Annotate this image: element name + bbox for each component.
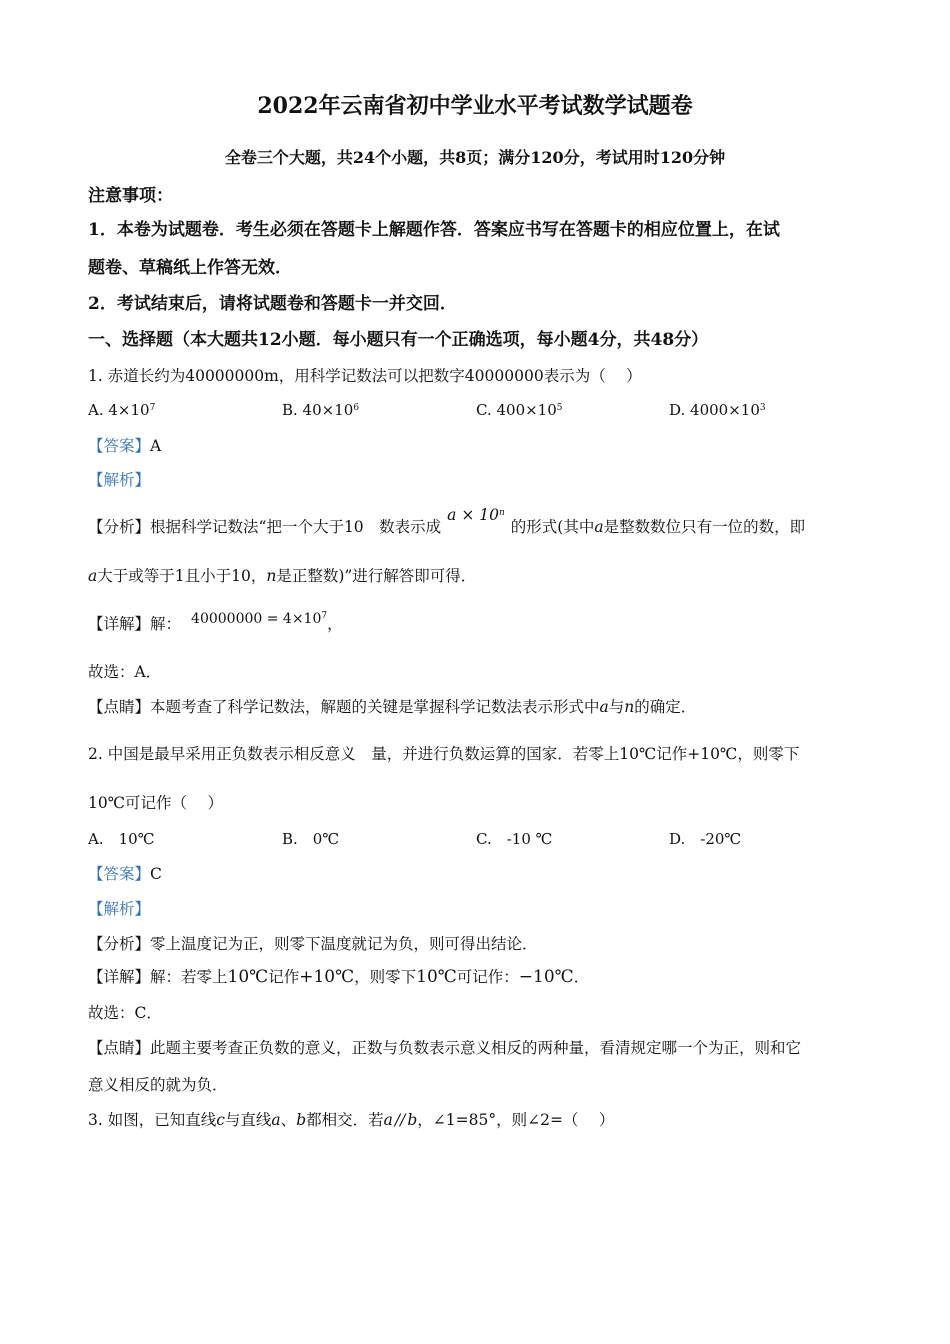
- answer-tag: 【答案】: [88, 437, 151, 455]
- q1-answer: 【答案】A: [88, 437, 162, 455]
- notice-item-1-line-1: 1．本卷为试题卷．考生必须在答题卡上解题作答．答案应书写在答题卡的相应位置上，在试: [88, 220, 780, 240]
- question-3-stem: 3. 如图，已知直线c与直线a、b都相交．若a // b，∠1=85°，则∠2=（ ）: [88, 1111, 615, 1129]
- q1-formula: $a \times 10^n$: [447, 506, 505, 524]
- q1-analysis-tag: 【解析】: [88, 471, 151, 489]
- q2-dianjing-line-1: 【点睛】此题主要考查正负数的意义，正数与负数表示意义相反的两种量，看清规定哪一个为正，则和它: [88, 1039, 802, 1057]
- q1-option-d: D. $4000\times 10^3$: [669, 401, 766, 419]
- q2-answer: 【答案】C: [88, 865, 162, 883]
- exam-subtitle: 全卷三个大题，共24个小题，共8页；满分120分，考试用时120分钟: [224, 148, 726, 167]
- q2-choose: 故选：C．: [88, 1004, 162, 1022]
- q1-fenxi-line-1: 【分析】根据科学记数法“把一个大于10 数表示成$a \times 10^n$的形式(其中a是整数数位只有一位的数，即: [88, 506, 806, 536]
- q2-option-c: C. -10 ℃: [476, 830, 553, 848]
- q1-option-c: C. $400\times 10^5$: [476, 401, 563, 419]
- q1-detail-equation: $40000000 = 4\times 10^7$: [191, 611, 328, 627]
- question-2-stem-line-2: 10℃可记作（ ）: [88, 794, 223, 812]
- q2-analysis-tag: 【解析】: [88, 900, 151, 918]
- q2-fenxi: 【分析】零上温度记为正，则零下温度就记为负，则可得出结论．: [88, 935, 538, 953]
- q1-choose: 故选：A．: [88, 663, 162, 681]
- q1-fenxi-line-2: a大于或等于1且小于10，n是正整数)”进行解答即可得．: [88, 567, 477, 585]
- q1-option-b: B. $40\times 10^6$: [282, 401, 360, 419]
- notice-item-1-line-2: 题卷、草稿纸上作答无效．: [88, 258, 292, 278]
- question-1-stem: 1. 赤道长约为40000000m，用科学记数法可以把数字40000000表示为（ ）: [88, 367, 642, 385]
- section-1-heading: 一、选择题（本大题共12小题．每小题只有一个正确选项，每小题4分，共48分）: [88, 330, 709, 350]
- q2-dianjing-line-2: 意义相反的就为负．: [88, 1076, 228, 1094]
- page-title: 2022年云南省初中学业水平考试数学试题卷: [257, 93, 693, 119]
- question-2-stem-line-1: 2. 中国是最早采用正负数表示相反意义 量，并进行负数运算的国家．若零上10℃记作+10℃，则零下: [88, 745, 800, 763]
- notice-item-2: 2．考试结束后，请将试题卷和答题卡一并交回．: [88, 294, 457, 314]
- q1-detail: 【详解】解： $40000000 = 4\times 10^7$，: [88, 611, 343, 633]
- q2-option-b: B. 0℃: [282, 830, 340, 848]
- q2-detail: 【详解】解：若零上10℃记作+10℃，则零下10℃可记作：−10℃．: [88, 967, 590, 987]
- q2-option-a: A. 10℃: [88, 830, 155, 848]
- q2-option-d: D. -20℃: [669, 830, 742, 848]
- q1-dianjing: 【点睛】本题考查了科学记数法，解题的关键是掌握科学记数法表示形式中a与n的确定．: [88, 698, 697, 716]
- q1-option-a: A. $4\times 10^7$: [88, 401, 156, 419]
- notice-heading: 注意事项：: [88, 186, 173, 206]
